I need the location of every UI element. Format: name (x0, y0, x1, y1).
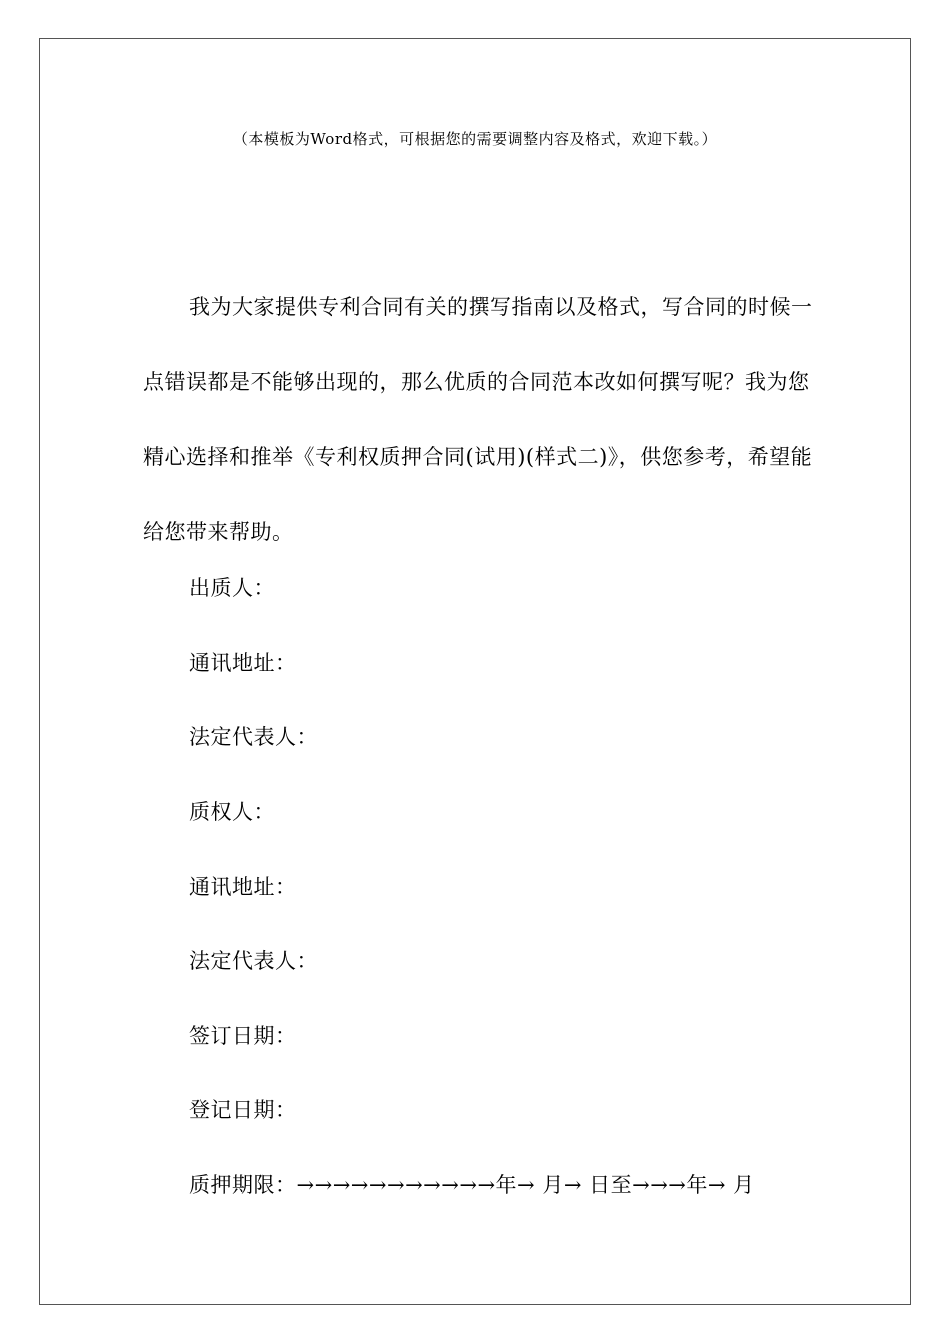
pledgee-legal-rep-label: 法定代表人： (189, 949, 318, 973)
pledgor-address-label: 通讯地址： (189, 651, 297, 675)
pledge-term-label: 质押期限：→→→→→→→→→→→年→ 月→ 日至→→→年→ 月 (189, 1173, 755, 1197)
pledgor-legal-rep-label: 法定代表人： (189, 725, 318, 749)
registration-date-label: 登记日期： (189, 1098, 297, 1122)
intro-paragraph: 我为大家提供专利合同有关的撰写指南以及格式，写合同的时候一点错误都是不能够出现的，那么优质的合同范本改如何撰写呢？我为您精心选择和推举《专利权质押合同(试用)(样式二)》，供您参考，希望能给您带来帮助。 (143, 295, 813, 544)
template-note: （本模板为Word格式，可根据您的需要调整内容及格式，欢迎下载。） (232, 130, 718, 148)
signing-date-label: 签订日期： (189, 1024, 297, 1048)
pledgee-label: 质权人： (189, 800, 275, 824)
page-frame (39, 38, 911, 1305)
pledgee-address-label: 通讯地址： (189, 875, 297, 899)
pledgor-label: 出质人： (189, 576, 275, 600)
